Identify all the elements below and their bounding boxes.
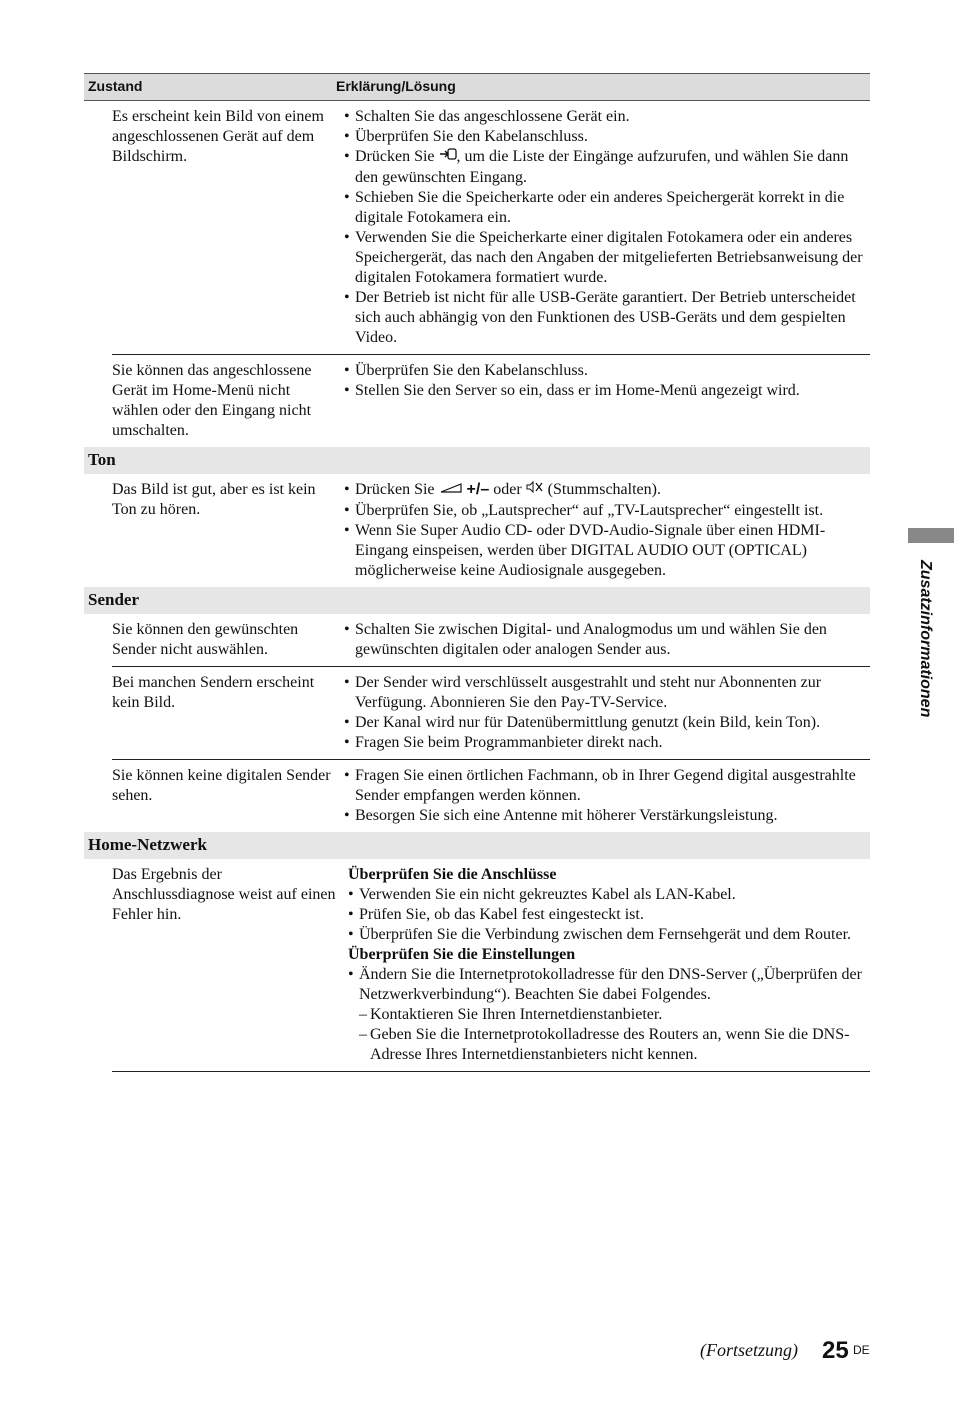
condition-cell: Sie können den gewünschten Sender nicht auswählen. (112, 621, 299, 658)
dash-item: – Geben Sie die Internetprotokolladresse des Routers an, wenn Sie die DNS-Adresse Ihres Internetdienstanbieters nicht kennen. (359, 1025, 870, 1065)
header-zustand: Zustand (88, 78, 143, 94)
list-item: • Der Sender wird verschlüsselt ausgestrahlt und steht nur Abonnenten zur Verfügung. Abonnieren Sie den Pay-TV-Service. (344, 673, 870, 713)
section-ton: Ton (84, 447, 870, 474)
solution-cell (344, 766, 870, 826)
table-row (112, 760, 870, 832)
list-item (344, 480, 870, 501)
solution-cell (344, 865, 870, 1065)
list-item: • Überprüfen Sie die Verbindung zwischen dem Fernsehgerät und dem Router. (348, 925, 870, 945)
page-number: 25 (822, 1337, 849, 1364)
subheading: Überprüfen Sie die Einstellungen (348, 946, 576, 963)
list-item: • Überprüfen Sie den Kabelanschluss. (344, 361, 870, 381)
troubleshooting-table (84, 73, 870, 1072)
page-footer (690, 1336, 880, 1366)
table-header (84, 73, 870, 101)
table-row (112, 101, 870, 355)
list-item: • Besorgen Sie sich eine Antenne mit höherer Verstärkungsleistung. (344, 806, 870, 826)
volume-icon (439, 481, 463, 501)
list-item: • Schalten Sie das angeschlossene Gerät ein. (344, 107, 870, 127)
volume-label: +/– (466, 481, 490, 498)
list-item-text: , um die Liste der Eingänge aufzurufen, und wählen Sie dann den gewünschten Eingang. (355, 148, 849, 186)
subheading: Überprüfen Sie die Anschlüsse (348, 866, 557, 883)
solution-cell (344, 361, 870, 441)
condition-cell: Sie können das angeschlossene Gerät im Home-Menü nicht wählen oder den Eingang nicht umschalten. (112, 362, 312, 439)
table-row (112, 474, 870, 587)
list-item: • Schalten Sie zwischen Digital- und Analogmodus um und wählen Sie den gewünschten digitalen oder analogen Sender aus. (344, 620, 870, 660)
table-row (112, 859, 870, 1072)
list-item: • Der Betrieb ist nicht für alle USB-Geräte garantiert. Der Betrieb unterscheidet sich auch abhängig von den Funktionen des USB-Geräts und dem gespielten Video. (344, 288, 870, 348)
solution-cell (344, 620, 870, 660)
continued-label: (Fortsetzung) (700, 1340, 798, 1360)
list-item: • Prüfen Sie, ob das Kabel fest eingesteckt ist. (348, 905, 870, 925)
side-tab-marker (908, 528, 954, 543)
list-item: • Verwenden Sie ein nicht gekreuztes Kabel als LAN-Kabel. (348, 885, 870, 905)
condition-cell: Das Bild ist gut, aber es ist kein Ton zu hören. (112, 481, 316, 518)
condition-cell: Sie können keine digitalen Sender sehen. (112, 767, 331, 804)
press-text: Drücken Sie (355, 148, 435, 165)
condition-cell: Bei manchen Sendern erscheint kein Bild. (112, 674, 315, 711)
section-home-netzwerk: Home-Netzwerk (84, 832, 870, 859)
table-row (112, 667, 870, 760)
list-item: • Ändern Sie die Internetprotokolladresse für den DNS-Server („Überprüfen der Netzwerkverbindung“). Beachten Sie dabei Folgendes. (348, 965, 870, 1005)
input-icon (439, 147, 457, 168)
solution-cell (344, 107, 870, 348)
list-item: • Schieben Sie die Speicherkarte oder ein anderes Speichergerät korrekt in die digitale Fotokamera ein. (344, 188, 870, 228)
table-row (112, 355, 870, 447)
header-loesung: Erklärung/Lösung (336, 78, 456, 94)
list-item (344, 147, 870, 188)
section-sender: Sender (84, 587, 870, 614)
language-code: DE (853, 1343, 870, 1357)
condition-cell: Es erscheint kein Bild von einem angeschlossenen Gerät auf dem Bildschirm. (112, 108, 324, 165)
side-section-label: Zusatzinformationen (917, 560, 934, 718)
press-text: Drücken Sie (355, 481, 435, 498)
table-row (112, 614, 870, 667)
list-item: • Überprüfen Sie den Kabelanschluss. (344, 127, 870, 147)
list-item: • Fragen Sie beim Programmanbieter direkt nach. (344, 733, 870, 753)
list-item: • Überprüfen Sie, ob „Lautsprecher“ auf „TV-Lautsprecher“ eingestellt ist. (344, 501, 870, 521)
mute-text: (Stummschalten). (547, 481, 661, 498)
oder-text: oder (493, 481, 522, 498)
condition-cell: Das Ergebnis der Anschlussdiagnose weist auf einen Fehler hin. (112, 866, 336, 923)
solution-cell (344, 673, 870, 753)
mute-icon (526, 480, 544, 501)
dash-item: – Kontaktieren Sie Ihren Internetdienstanbieter. (359, 1005, 870, 1025)
list-item: • Der Kanal wird nur für Datenübermittlung genutzt (kein Bild, kein Ton). (344, 713, 870, 733)
list-item: • Fragen Sie einen örtlichen Fachmann, ob in Ihrer Gegend digital ausgestrahlte Sender empfangen werden können. (344, 766, 870, 806)
list-item: • Stellen Sie den Server so ein, dass er im Home-Menü angezeigt wird. (344, 381, 870, 401)
solution-cell (344, 480, 870, 581)
list-item: • Wenn Sie Super Audio CD- oder DVD-Audio-Signale über einen HDMI-Eingang einspeisen, werden über DIGITAL AUDIO OUT (OPTICAL) möglicherweise keine Audiosignale ausgegeben. (344, 521, 870, 581)
list-item: • Verwenden Sie die Speicherkarte einer digitalen Fotokamera oder ein anderes Speichergerät, das nach den Angaben der mitgelieferten Betriebsanweisung der digitalen Fotokamera formatiert wurde. (344, 228, 870, 288)
